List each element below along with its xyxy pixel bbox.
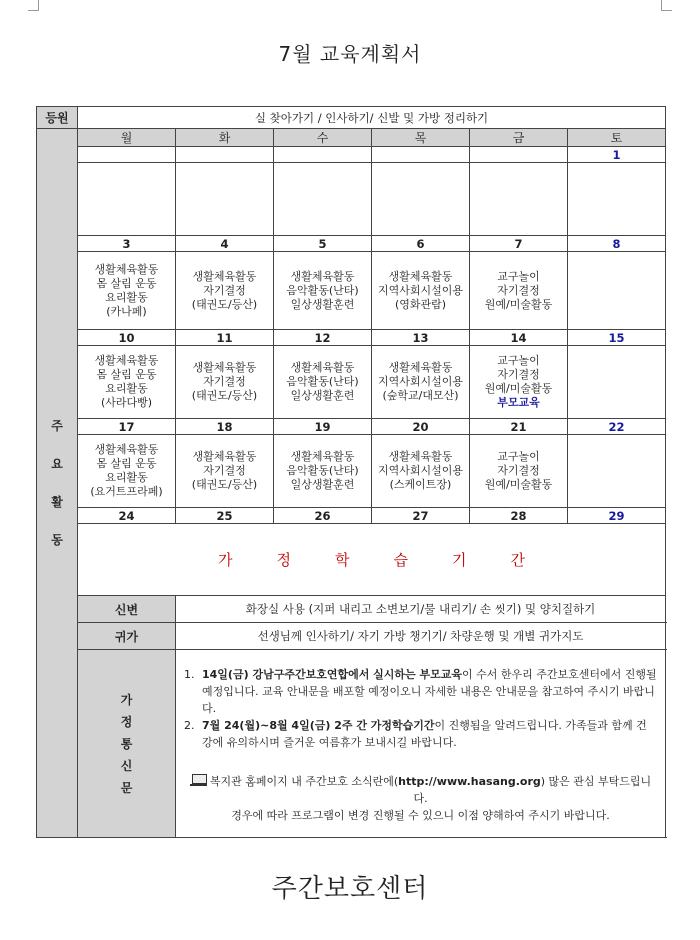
activity-cell: 교구놀이 자기결정 원예/미술활동 [470,435,568,508]
week1-date-row [37,147,666,163]
date-cell [274,147,372,163]
page-corner-mark-left [28,0,39,11]
week2-date-row [37,236,666,252]
date-cell-sat: 29 [568,508,666,524]
program-change-notice: 경우에 따라 프로그램이 변경 진행될 수 있으니 이점 양해하여 주시기 바랍니다. [231,808,610,822]
weekday-mon: 월 [78,129,176,147]
activity-cell: 생활체육활동 몸 살림 운동 요리활동 (요거트프라페) [78,435,176,508]
activity-cell [568,435,666,508]
date-cell: 25 [176,508,274,524]
date-cell-sat: 22 [568,419,666,435]
date-cell: 14 [470,330,568,346]
activity-cell: 생활체육활동 자기결정 (태권도/등산) [176,346,274,419]
toilet-text: 화장실 사용 (지퍼 내리고 소변보기/물 내리기/ 손 씻기) 및 양치질하기 [176,596,666,623]
activity-cell: 교구놀이 자기결정 원예/미술활동 [470,252,568,330]
weekday-header-row [37,129,666,147]
home-study-period: 가 정 학 습 기 간 [78,524,666,596]
week5-date-row [37,508,666,524]
activity-cell [274,163,372,236]
activity-cell: 교구놀이 자기결정 원예/미술활동 부모교육 [470,346,568,419]
newsletter-row [37,650,666,838]
activity-cell [176,163,274,236]
date-cell: 4 [176,236,274,252]
date-cell: 17 [78,419,176,435]
activity-cell: 생활체육활동 지역사회시설이용 (영화관람) [372,252,470,330]
date-cell: 28 [470,508,568,524]
vacation-row [37,524,666,596]
newsletter-item-1: 1. 14일(금) 강남구주간보호연합에서 실시하는 부모교육이 수서 한우리 주간보호센터에서 진행될 예정입니다. 교육 안내문을 배포할 예정이오니 자세한 내용은 안내문을 참고하여 주시기 바랍니다. [184,667,657,715]
activity-cell [568,346,666,419]
week3-date-row [37,330,666,346]
newsletter-label: 가 정 통 신 문 [78,650,176,838]
activity-cell [78,163,176,236]
activity-cell: 생활체육활동 몸 살림 운동 요리활동 (카나페) [78,252,176,330]
date-cell [372,147,470,163]
week4-date-row [37,419,666,435]
homepage-link[interactable]: http://www.hasang.org [398,774,541,788]
date-cell: 13 [372,330,470,346]
date-cell: 19 [274,419,372,435]
weekday-thu: 목 [372,129,470,147]
arrival-row [37,107,666,129]
week2-activity-row [37,252,666,330]
arrival-label: 등원 [37,107,78,129]
date-cell: 18 [176,419,274,435]
arrival-text: 실 찾아가기 / 인사하기/ 신발 및 가방 정리하기 [78,107,666,129]
date-cell: 26 [274,508,372,524]
activity-cell: 생활체육활동 자기결정 (태권도/등산) [176,435,274,508]
date-cell [176,147,274,163]
home-row [37,623,666,650]
home-label: 귀가 [78,623,176,650]
weekday-wed: 수 [274,129,372,147]
activity-cell: 생활체육활동 음악활동(난타) 일상생활훈련 [274,252,372,330]
date-cell: 10 [78,330,176,346]
weekday-tue: 화 [176,129,274,147]
date-cell: 7 [470,236,568,252]
date-cell [78,147,176,163]
date-cell-sat: 1 [568,147,666,163]
date-cell: 27 [372,508,470,524]
date-cell-sat: 8 [568,236,666,252]
date-cell [470,147,568,163]
homepage-notice: 복지관 홈페이지 내 주간보호 소식란에(http://www.hasang.org) 많은 관심 부탁드립니다. [184,773,657,807]
activity-cell [372,163,470,236]
activity-cell [470,163,568,236]
date-cell: 20 [372,419,470,435]
page-title: 7월 교육계획서 [278,42,422,66]
page-corner-mark-right [661,0,672,11]
date-cell: 11 [176,330,274,346]
date-cell: 24 [78,508,176,524]
newsletter-item-2: 2. 7월 24(월)~8월 4일(금) 2주 간 가정학습기간이 진행됨을 알려드립니다. 가족들과 함께 건강에 유의하시며 즐거운 여름휴가 보내시길 바랍니다. [184,718,647,749]
toilet-label: 신변 [78,596,176,623]
date-cell: 21 [470,419,568,435]
activity-cell [568,252,666,330]
newsletter-content [176,650,666,838]
parent-education-label: 부모교육 [497,396,540,409]
center-name-footer: 주간보호센터 [271,874,429,904]
weekday-sat: 토 [568,129,666,147]
education-plan-table [36,106,666,838]
home-text: 선생님께 인사하기/ 자기 가방 챙기기/ 차량운행 및 개별 귀가지도 [176,623,666,650]
date-cell: 5 [274,236,372,252]
date-cell-sat: 15 [568,330,666,346]
date-cell: 6 [372,236,470,252]
activity-cell [568,163,666,236]
week4-activity-row [37,435,666,508]
activity-cell: 생활체육활동 자기결정 (태권도/등산) [176,252,274,330]
date-cell: 12 [274,330,372,346]
toilet-row [37,596,666,623]
activity-cell: 생활체육활동 지역사회시설이용 (스케이트장) [372,435,470,508]
date-cell: 3 [78,236,176,252]
week3-activity-row [37,346,666,419]
activity-cell: 생활체육활동 몸 살림 운동 요리활동 (사라다빵) [78,346,176,419]
activity-cell: 생활체육활동 음악활동(난타) 일상생활훈련 [274,346,372,419]
activity-cell: 생활체육활동 지역사회시설이용 (숲학교/대모산) [372,346,470,419]
computer-icon [190,774,208,787]
weekday-fri: 금 [470,129,568,147]
week1-activity-row [37,163,666,236]
activity-cell: 생활체육활동 음악활동(난타) 일상생활훈련 [274,435,372,508]
activities-label: 주 요 활 동 [37,129,78,838]
